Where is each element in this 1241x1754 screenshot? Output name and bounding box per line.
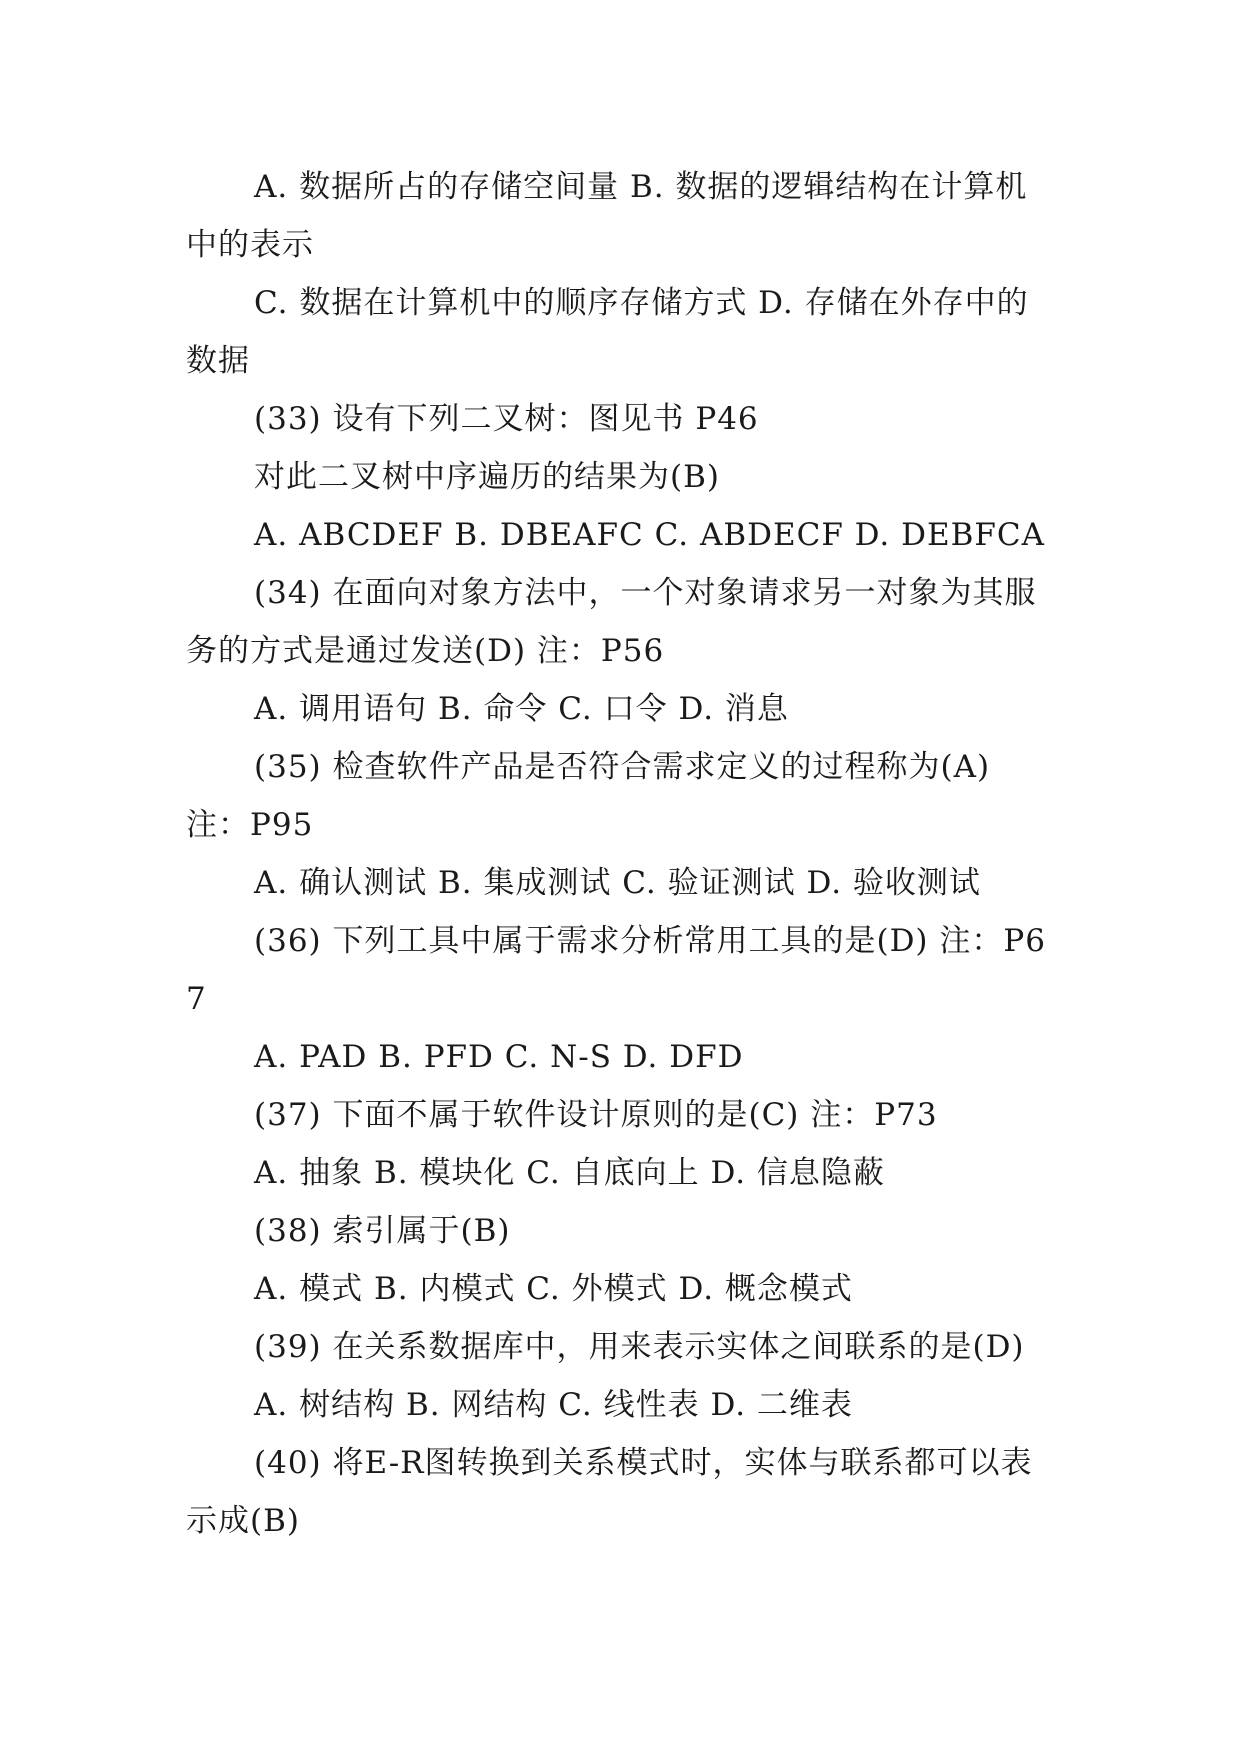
question-33-stem: 对此二叉树中序遍历的结果为(B) <box>254 459 720 495</box>
question-34: (34) 在面向对象方法中，一个对象请求另一对象为其服务的方式是通过发送(D) 注：P56 <box>186 575 1037 669</box>
option-line: A. 确认测试 B. 集成测试 C. 验证测试 D. 验收测试 <box>254 865 981 901</box>
option-line: A. ABCDEF B. DBEAFC C. ABDECF D. DEBFCA <box>254 517 1046 553</box>
question-39: (39) 在关系数据库中，用来表示实体之间联系的是(D) <box>254 1329 1025 1365</box>
document-body <box>186 158 1056 1550</box>
question-35: (35) 检查软件产品是否符合需求定义的过程称为(A) 注：P95 <box>186 749 991 843</box>
option-line: A. 树结构 B. 网结构 C. 线性表 D. 二维表 <box>254 1387 853 1423</box>
question-40: (40) 将E-R图转换到关系模式时，实体与联系都可以表示成(B) <box>186 1445 1033 1539</box>
option-line: C. 数据在计算机中的顺序存储方式 D. 存储在外存中的数据 <box>186 285 1029 379</box>
question-37: (37) 下面不属于软件设计原则的是(C) 注：P73 <box>254 1097 938 1133</box>
option-line: A. 模式 B. 内模式 C. 外模式 D. 概念模式 <box>254 1271 853 1307</box>
option-line: A. PAD B. PFD C. N-S D. DFD <box>254 1039 744 1075</box>
question-36: (36) 下列工具中属于需求分析常用工具的是(D) 注：P67 <box>186 923 1046 1017</box>
option-line: A. 调用语句 B. 命令 C. 口令 D. 消息 <box>254 691 789 727</box>
option-line: A. 数据所占的存储空间量 B. 数据的逻辑结构在计算机中的表示 <box>186 169 1028 263</box>
question-38: (38) 索引属于(B) <box>254 1213 511 1249</box>
question-33: (33) 设有下列二叉树：图见书 P46 <box>254 401 759 437</box>
option-line: A. 抽象 B. 模块化 C. 自底向上 D. 信息隐蔽 <box>254 1155 885 1191</box>
